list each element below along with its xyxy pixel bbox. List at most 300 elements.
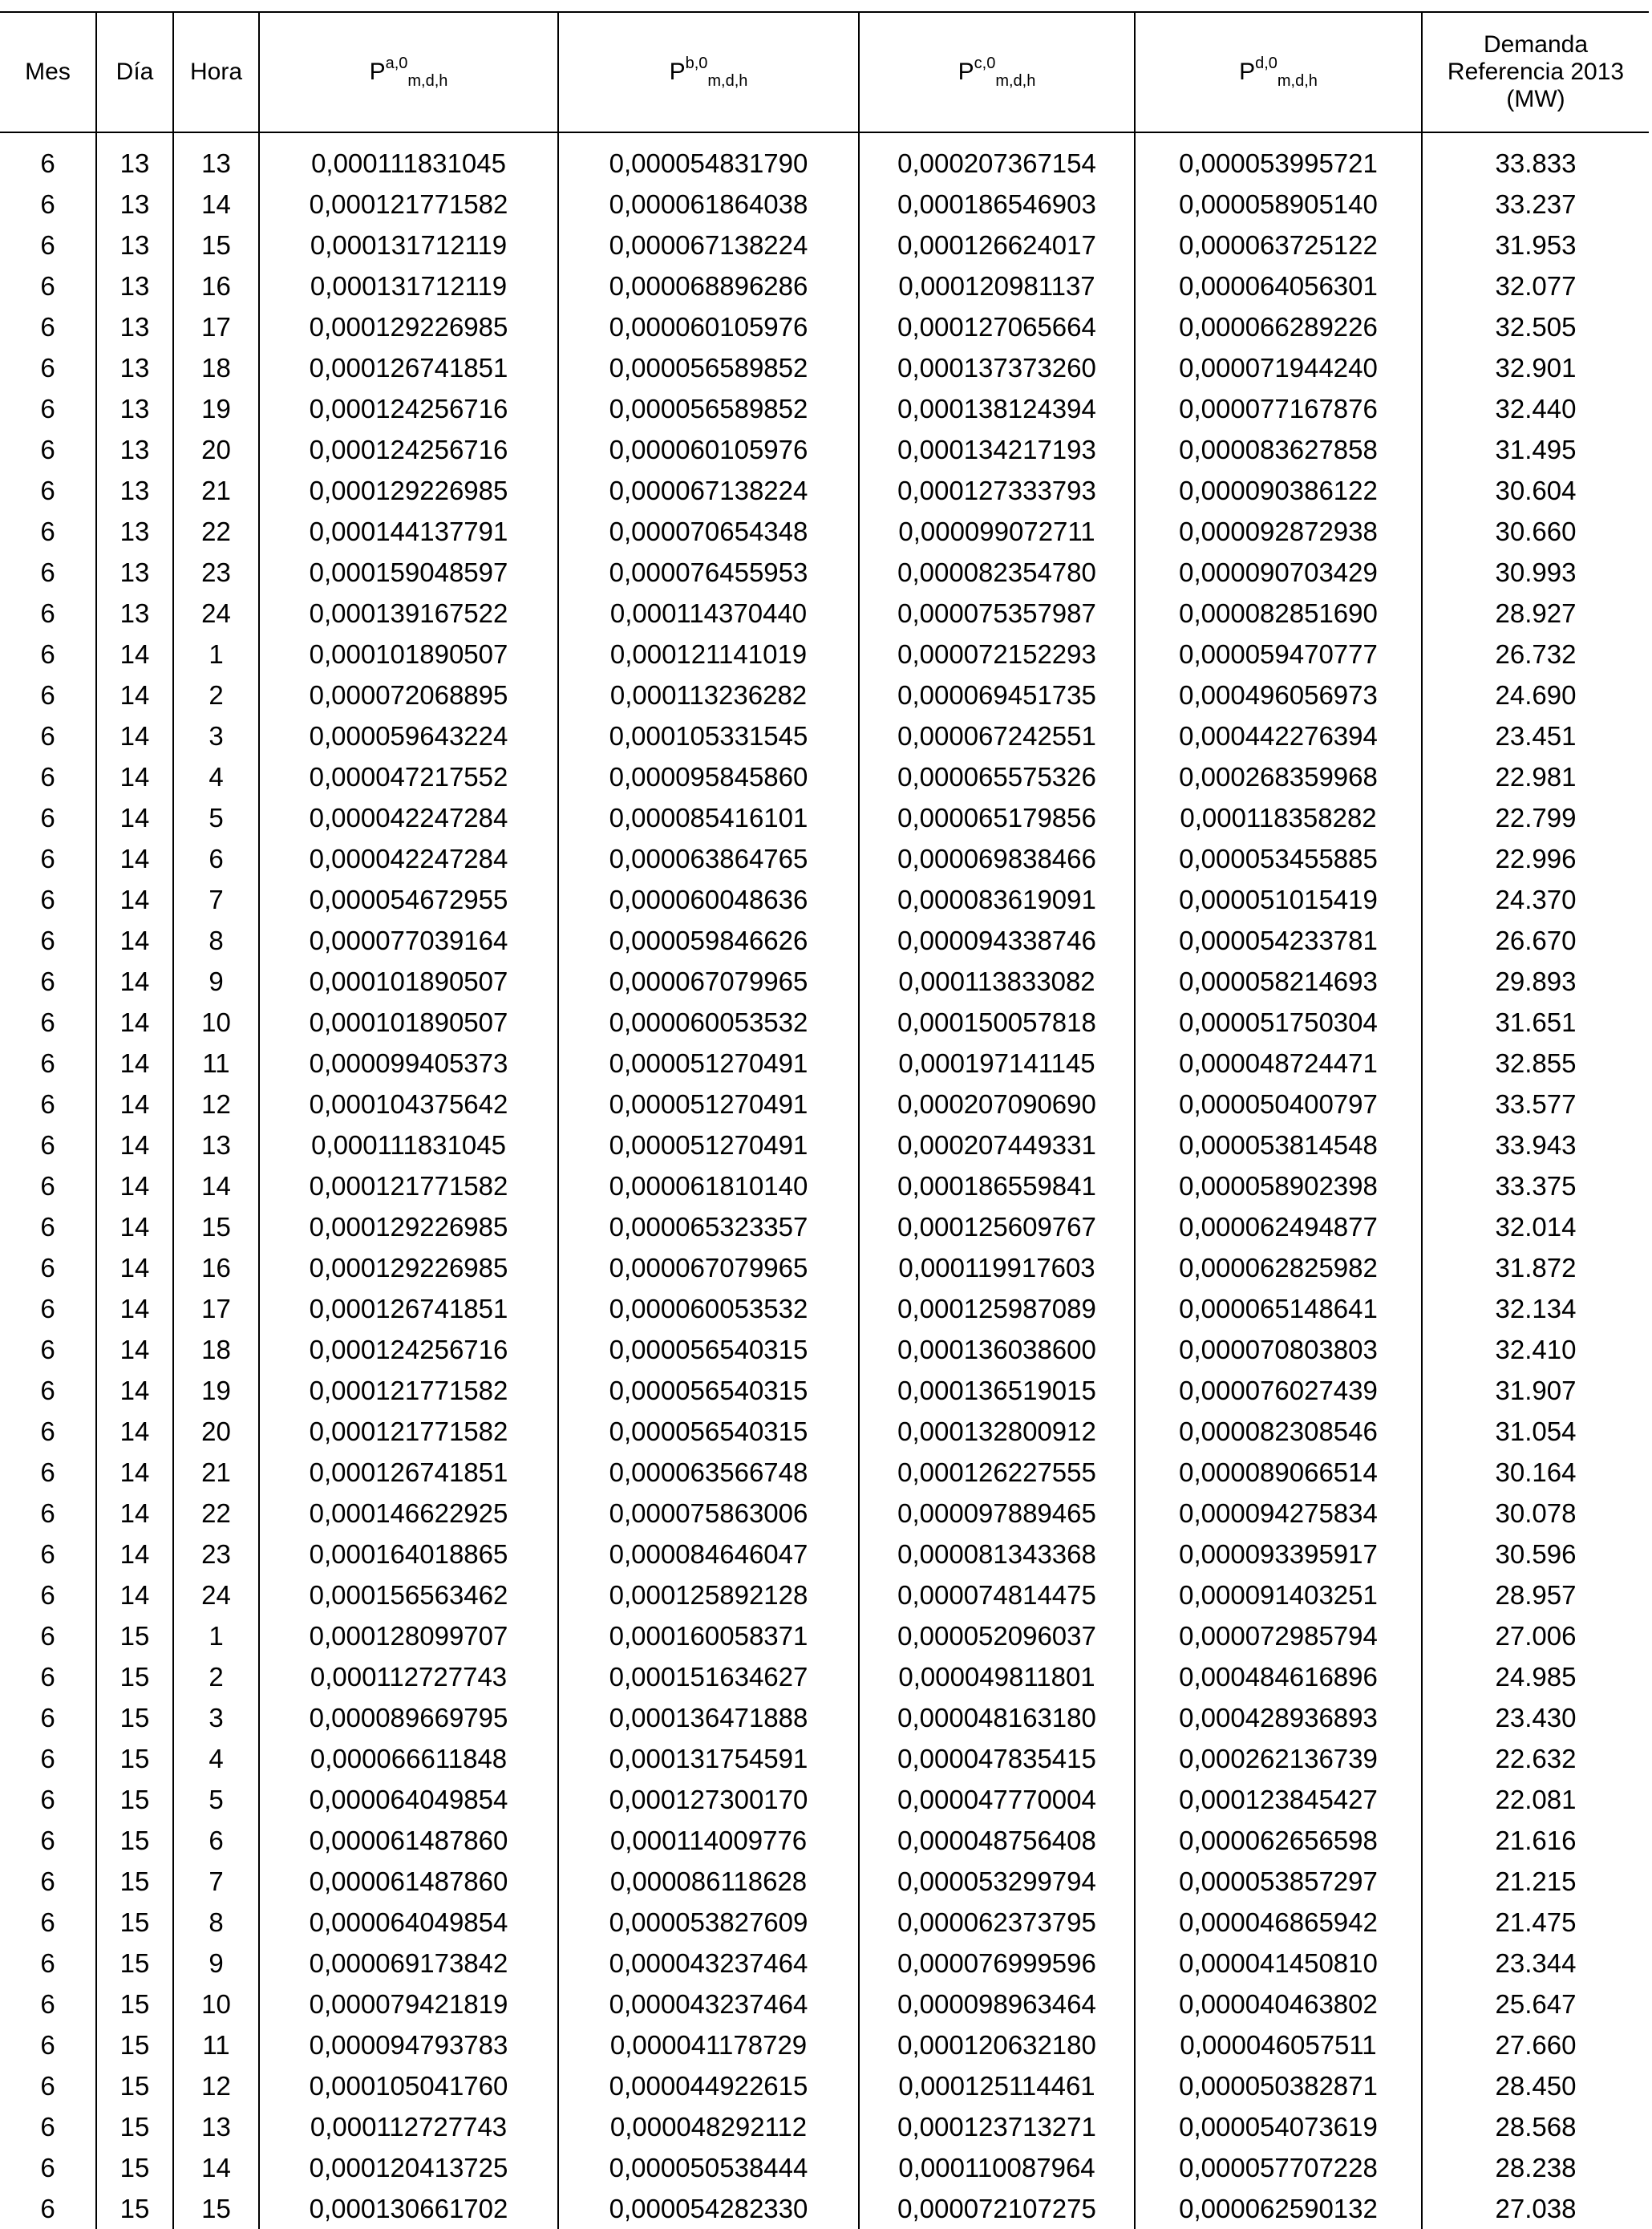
cell-pb: 0,000136471888 bbox=[558, 1697, 859, 1738]
cell-pb: 0,000054282330 bbox=[558, 2188, 859, 2229]
cell-pb: 0,000065323357 bbox=[558, 1206, 859, 1247]
cell-pb: 0,000051270491 bbox=[558, 1125, 859, 1165]
table-row bbox=[0, 2065, 1649, 2106]
cell-pd: 0,000077167876 bbox=[1135, 388, 1422, 429]
cell-pc: 0,000081343368 bbox=[859, 1534, 1135, 1574]
table-row bbox=[0, 265, 1649, 306]
table-row bbox=[0, 1656, 1649, 1697]
cell-dia: 15 bbox=[96, 2147, 173, 2188]
cell-mes: 6 bbox=[40, 762, 55, 792]
cell-demanda: 30.660 bbox=[1422, 511, 1649, 552]
table-row bbox=[0, 143, 1649, 184]
cell-demanda: 27.038 bbox=[1422, 2188, 1649, 2229]
cell-dia: 14 bbox=[96, 1574, 173, 1615]
cell-demanda: 25.647 bbox=[1422, 1984, 1649, 2024]
cell-mes: 6 bbox=[40, 1171, 55, 1201]
cell-pc: 0,000120981137 bbox=[859, 265, 1135, 306]
cell-pc: 0,000082354780 bbox=[859, 552, 1135, 593]
cell-dia: 15 bbox=[96, 1779, 173, 1820]
cell-pb: 0,000160058371 bbox=[558, 1615, 859, 1656]
cell-pd: 0,000268359968 bbox=[1135, 756, 1422, 797]
table-row bbox=[0, 1452, 1649, 1493]
table-row bbox=[0, 184, 1649, 225]
table-row bbox=[0, 306, 1649, 347]
col-header-pd: P$^{d,0}_{m,d,h}$ bbox=[1135, 12, 1422, 132]
cell-pd: 0,000262136739 bbox=[1135, 1738, 1422, 1779]
cell-hora: 5 bbox=[173, 1779, 259, 1820]
cell-pb: 0,000061810140 bbox=[558, 1165, 859, 1206]
table-row bbox=[0, 838, 1649, 879]
cell-mes: 6 bbox=[40, 1907, 55, 1937]
cell-demanda: 32.077 bbox=[1422, 265, 1649, 306]
cell-pa: 0,000159048597 bbox=[259, 552, 558, 593]
cell-pa: 0,000042247284 bbox=[259, 838, 558, 879]
cell-pd: 0,000059470777 bbox=[1135, 634, 1422, 675]
header-spacer-row bbox=[0, 132, 1649, 143]
cell-hora: 1 bbox=[173, 634, 259, 675]
cell-demanda: 33.577 bbox=[1422, 1084, 1649, 1125]
cell-pd: 0,000070803803 bbox=[1135, 1329, 1422, 1370]
cell-pc: 0,000069838466 bbox=[859, 838, 1135, 879]
cell-pb: 0,000059846626 bbox=[558, 920, 859, 961]
cell-demanda: 23.451 bbox=[1422, 715, 1649, 756]
cell-pb: 0,000063864765 bbox=[558, 838, 859, 879]
cell-demanda: 32.014 bbox=[1422, 1206, 1649, 1247]
table-row bbox=[0, 1943, 1649, 1984]
cell-hora: 2 bbox=[173, 1656, 259, 1697]
cell-pd: 0,000090703429 bbox=[1135, 552, 1422, 593]
cell-pa: 0,000094793783 bbox=[259, 2024, 558, 2065]
cell-mes: 6 bbox=[40, 1580, 55, 1610]
cell-pb: 0,000060053532 bbox=[558, 1002, 859, 1043]
cell-mes: 6 bbox=[40, 1662, 55, 1692]
cell-demanda: 32.855 bbox=[1422, 1043, 1649, 1084]
cell-pb: 0,000076455953 bbox=[558, 552, 859, 593]
cell-pb: 0,000121141019 bbox=[558, 634, 859, 675]
cell-pd: 0,000496056973 bbox=[1135, 675, 1422, 715]
data-table-page bbox=[0, 11, 1652, 2229]
header-row bbox=[0, 12, 1649, 132]
cell-pa: 0,000129226985 bbox=[259, 1247, 558, 1288]
cell-pc: 0,000047835415 bbox=[859, 1738, 1135, 1779]
cell-pc: 0,000053299794 bbox=[859, 1861, 1135, 1902]
table-row bbox=[0, 1411, 1649, 1452]
cell-demanda: 28.238 bbox=[1422, 2147, 1649, 2188]
cell-pc: 0,000074814475 bbox=[859, 1574, 1135, 1615]
cell-pa: 0,000121771582 bbox=[259, 1165, 558, 1206]
cell-pa: 0,000111831045 bbox=[259, 1125, 558, 1165]
cell-pa: 0,000131712119 bbox=[259, 265, 558, 306]
cell-demanda: 28.927 bbox=[1422, 593, 1649, 634]
cell-dia: 13 bbox=[96, 225, 173, 265]
cell-hora: 11 bbox=[173, 2024, 259, 2065]
table-row bbox=[0, 1493, 1649, 1534]
cell-pa: 0,000156563462 bbox=[259, 1574, 558, 1615]
cell-mes: 6 bbox=[40, 721, 55, 751]
cell-hora: 15 bbox=[173, 225, 259, 265]
cell-pc: 0,000132800912 bbox=[859, 1411, 1135, 1452]
cell-pb: 0,000056589852 bbox=[558, 347, 859, 388]
cell-pb: 0,000050538444 bbox=[558, 2147, 859, 2188]
cell-pc: 0,000098963464 bbox=[859, 1984, 1135, 2024]
cell-hora: 22 bbox=[173, 1493, 259, 1534]
cell-pb: 0,000114370440 bbox=[558, 593, 859, 634]
cell-dia: 15 bbox=[96, 2188, 173, 2229]
cell-hora: 20 bbox=[173, 1411, 259, 1452]
table-row bbox=[0, 1084, 1649, 1125]
cell-pb: 0,000060048636 bbox=[558, 879, 859, 920]
cell-pd: 0,000051015419 bbox=[1135, 879, 1422, 920]
cell-dia: 13 bbox=[96, 593, 173, 634]
cell-demanda: 30.604 bbox=[1422, 470, 1649, 511]
cell-pd: 0,000094275834 bbox=[1135, 1493, 1422, 1534]
demand-coefficients-table bbox=[0, 11, 1649, 2229]
cell-pc: 0,000137373260 bbox=[859, 347, 1135, 388]
cell-pc: 0,000113833082 bbox=[859, 961, 1135, 1002]
cell-pa: 0,000077039164 bbox=[259, 920, 558, 961]
cell-mes: 6 bbox=[40, 189, 55, 219]
table-row bbox=[0, 225, 1649, 265]
cell-pb: 0,000085416101 bbox=[558, 797, 859, 838]
cell-pc: 0,000134217193 bbox=[859, 429, 1135, 470]
col-header-pa: P$^{a,0}_{m,d,h}$ bbox=[259, 12, 558, 132]
cell-hora: 14 bbox=[173, 2147, 259, 2188]
cell-pb: 0,000043237464 bbox=[558, 1984, 859, 2024]
table-row bbox=[0, 1002, 1649, 1043]
cell-pd: 0,000083627858 bbox=[1135, 429, 1422, 470]
cell-demanda: 24.985 bbox=[1422, 1656, 1649, 1697]
cell-mes: 6 bbox=[40, 1294, 55, 1323]
cell-hora: 19 bbox=[173, 388, 259, 429]
cell-pa: 0,000059643224 bbox=[259, 715, 558, 756]
cell-pb: 0,000051270491 bbox=[558, 1084, 859, 1125]
cell-pb: 0,000048292112 bbox=[558, 2106, 859, 2147]
cell-pd: 0,000040463802 bbox=[1135, 1984, 1422, 2024]
cell-dia: 14 bbox=[96, 1002, 173, 1043]
col-header-dia: Día bbox=[96, 12, 173, 132]
cell-dia: 14 bbox=[96, 1206, 173, 1247]
cell-pb: 0,000070654348 bbox=[558, 511, 859, 552]
cell-mes: 6 bbox=[40, 1007, 55, 1037]
cell-hora: 10 bbox=[173, 1002, 259, 1043]
cell-demanda: 32.440 bbox=[1422, 388, 1649, 429]
cell-dia: 13 bbox=[96, 143, 173, 184]
cell-demanda: 27.660 bbox=[1422, 2024, 1649, 2065]
cell-pd: 0,000062656598 bbox=[1135, 1820, 1422, 1861]
cell-mes: 6 bbox=[40, 1989, 55, 2019]
cell-demanda: 30.078 bbox=[1422, 1493, 1649, 1534]
table-row bbox=[0, 2188, 1649, 2229]
cell-pc: 0,000126624017 bbox=[859, 225, 1135, 265]
cell-hora: 14 bbox=[173, 1165, 259, 1206]
cell-demanda: 26.732 bbox=[1422, 634, 1649, 675]
cell-pc: 0,000048163180 bbox=[859, 1697, 1135, 1738]
cell-demanda: 22.981 bbox=[1422, 756, 1649, 797]
table-row bbox=[0, 2024, 1649, 2065]
cell-pd: 0,000091403251 bbox=[1135, 1574, 1422, 1615]
cell-pb: 0,000056540315 bbox=[558, 1411, 859, 1452]
cell-dia: 15 bbox=[96, 2065, 173, 2106]
cell-pa: 0,000101890507 bbox=[259, 634, 558, 675]
table-row bbox=[0, 1820, 1649, 1861]
cell-demanda: 33.943 bbox=[1422, 1125, 1649, 1165]
cell-pd: 0,000123845427 bbox=[1135, 1779, 1422, 1820]
cell-dia: 14 bbox=[96, 1084, 173, 1125]
cell-mes: 6 bbox=[40, 803, 55, 833]
cell-hora: 13 bbox=[173, 143, 259, 184]
cell-pd: 0,000046057511 bbox=[1135, 2024, 1422, 2065]
cell-demanda: 28.568 bbox=[1422, 2106, 1649, 2147]
cell-mes: 6 bbox=[40, 1212, 55, 1242]
cell-mes: 6 bbox=[40, 230, 55, 260]
table-row bbox=[0, 1247, 1649, 1288]
cell-pb: 0,000127300170 bbox=[558, 1779, 859, 1820]
cell-hora: 1 bbox=[173, 1615, 259, 1656]
cell-pb: 0,000060105976 bbox=[558, 306, 859, 347]
cell-pa: 0,000126741851 bbox=[259, 1288, 558, 1329]
cell-hora: 10 bbox=[173, 1984, 259, 2024]
cell-pc: 0,000075357987 bbox=[859, 593, 1135, 634]
cell-pc: 0,000207090690 bbox=[859, 1084, 1135, 1125]
cell-hora: 3 bbox=[173, 1697, 259, 1738]
cell-hora: 12 bbox=[173, 2065, 259, 2106]
cell-dia: 13 bbox=[96, 347, 173, 388]
cell-mes: 6 bbox=[40, 967, 55, 996]
cell-pb: 0,000075863006 bbox=[558, 1493, 859, 1534]
cell-pc: 0,000186559841 bbox=[859, 1165, 1135, 1206]
cell-dia: 15 bbox=[96, 1820, 173, 1861]
cell-pc: 0,000136038600 bbox=[859, 1329, 1135, 1370]
cell-mes: 6 bbox=[40, 435, 55, 464]
cell-pb: 0,000067138224 bbox=[558, 470, 859, 511]
cell-pd: 0,000076027439 bbox=[1135, 1370, 1422, 1411]
cell-pb: 0,000044922615 bbox=[558, 2065, 859, 2106]
cell-dia: 14 bbox=[96, 1043, 173, 1084]
cell-hora: 18 bbox=[173, 1329, 259, 1370]
cell-demanda: 23.430 bbox=[1422, 1697, 1649, 1738]
cell-hora: 17 bbox=[173, 1288, 259, 1329]
table-row bbox=[0, 634, 1649, 675]
cell-dia: 13 bbox=[96, 429, 173, 470]
cell-dia: 14 bbox=[96, 1411, 173, 1452]
cell-pd: 0,000072985794 bbox=[1135, 1615, 1422, 1656]
col-header-pc: P$^{c,0}_{m,d,h}$ bbox=[859, 12, 1135, 132]
cell-pb: 0,000056589852 bbox=[558, 388, 859, 429]
cell-dia: 14 bbox=[96, 1165, 173, 1206]
cell-mes: 6 bbox=[40, 1826, 55, 1855]
cell-pb: 0,000063566748 bbox=[558, 1452, 859, 1493]
cell-dia: 13 bbox=[96, 552, 173, 593]
cell-dia: 13 bbox=[96, 306, 173, 347]
cell-hora: 6 bbox=[173, 838, 259, 879]
cell-hora: 5 bbox=[173, 797, 259, 838]
cell-pb: 0,000061864038 bbox=[558, 184, 859, 225]
cell-pd: 0,000065148641 bbox=[1135, 1288, 1422, 1329]
cell-dia: 14 bbox=[96, 634, 173, 675]
cell-pc: 0,000072152293 bbox=[859, 634, 1135, 675]
cell-mes: 6 bbox=[40, 2112, 55, 2142]
cell-mes: 6 bbox=[40, 680, 55, 710]
cell-pc: 0,000067242551 bbox=[859, 715, 1135, 756]
cell-pc: 0,000094338746 bbox=[859, 920, 1135, 961]
table-row bbox=[0, 1779, 1649, 1820]
cell-mes: 6 bbox=[40, 1048, 55, 1078]
cell-hora: 3 bbox=[173, 715, 259, 756]
cell-pc: 0,000083619091 bbox=[859, 879, 1135, 920]
cell-mes: 6 bbox=[40, 1621, 55, 1651]
cell-demanda: 22.799 bbox=[1422, 797, 1649, 838]
cell-demanda: 24.690 bbox=[1422, 675, 1649, 715]
cell-demanda: 32.134 bbox=[1422, 1288, 1649, 1329]
table-row bbox=[0, 715, 1649, 756]
cell-mes: 6 bbox=[40, 1498, 55, 1528]
cell-hora: 15 bbox=[173, 2188, 259, 2229]
cell-pd: 0,000089066514 bbox=[1135, 1452, 1422, 1493]
table-row bbox=[0, 1902, 1649, 1943]
cell-pc: 0,000047770004 bbox=[859, 1779, 1135, 1820]
cell-dia: 14 bbox=[96, 1370, 173, 1411]
table-row bbox=[0, 1861, 1649, 1902]
cell-pc: 0,000150057818 bbox=[859, 1002, 1135, 1043]
cell-dia: 14 bbox=[96, 1493, 173, 1534]
cell-pa: 0,000164018865 bbox=[259, 1534, 558, 1574]
cell-pa: 0,000112727743 bbox=[259, 2106, 558, 2147]
cell-pc: 0,000136519015 bbox=[859, 1370, 1135, 1411]
cell-pa: 0,000042247284 bbox=[259, 797, 558, 838]
cell-pb: 0,000114009776 bbox=[558, 1820, 859, 1861]
cell-pb: 0,000056540315 bbox=[558, 1370, 859, 1411]
cell-pd: 0,000118358282 bbox=[1135, 797, 1422, 838]
cell-hora: 15 bbox=[173, 1206, 259, 1247]
cell-mes: 6 bbox=[40, 1457, 55, 1487]
cell-pd: 0,000053995721 bbox=[1135, 143, 1422, 184]
cell-pd: 0,000051750304 bbox=[1135, 1002, 1422, 1043]
cell-mes: 6 bbox=[40, 1948, 55, 1978]
cell-pa: 0,000079421819 bbox=[259, 1984, 558, 2024]
cell-pa: 0,000061487860 bbox=[259, 1820, 558, 1861]
cell-demanda: 22.632 bbox=[1422, 1738, 1649, 1779]
cell-dia: 14 bbox=[96, 920, 173, 961]
cell-mes: 6 bbox=[40, 1130, 55, 1160]
cell-demanda: 27.006 bbox=[1422, 1615, 1649, 1656]
cell-demanda: 31.054 bbox=[1422, 1411, 1649, 1452]
table-row bbox=[0, 1697, 1649, 1738]
cell-pc: 0,000138124394 bbox=[859, 388, 1135, 429]
table-row bbox=[0, 1574, 1649, 1615]
cell-pa: 0,000129226985 bbox=[259, 470, 558, 511]
cell-demanda: 33.375 bbox=[1422, 1165, 1649, 1206]
cell-hora: 16 bbox=[173, 265, 259, 306]
cell-demanda: 32.901 bbox=[1422, 347, 1649, 388]
cell-pb: 0,000086118628 bbox=[558, 1861, 859, 1902]
cell-demanda: 21.215 bbox=[1422, 1861, 1649, 1902]
cell-pa: 0,000121771582 bbox=[259, 184, 558, 225]
cell-mes: 6 bbox=[40, 1539, 55, 1569]
cell-demanda: 31.495 bbox=[1422, 429, 1649, 470]
table-row bbox=[0, 470, 1649, 511]
cell-pa: 0,000099405373 bbox=[259, 1043, 558, 1084]
cell-mes: 6 bbox=[40, 885, 55, 914]
cell-mes: 6 bbox=[40, 476, 55, 505]
cell-pd: 0,000050382871 bbox=[1135, 2065, 1422, 2106]
cell-demanda: 22.996 bbox=[1422, 838, 1649, 879]
cell-pb: 0,000056540315 bbox=[558, 1329, 859, 1370]
cell-mes: 6 bbox=[40, 271, 55, 301]
table-row bbox=[0, 511, 1649, 552]
cell-hora: 24 bbox=[173, 593, 259, 634]
cell-pc: 0,000076999596 bbox=[859, 1943, 1135, 1984]
cell-pd: 0,000058902398 bbox=[1135, 1165, 1422, 1206]
cell-mes: 6 bbox=[40, 1744, 55, 1773]
cell-demanda: 23.344 bbox=[1422, 1943, 1649, 1984]
cell-pc: 0,000125114461 bbox=[859, 2065, 1135, 2106]
cell-dia: 14 bbox=[96, 756, 173, 797]
cell-hora: 22 bbox=[173, 511, 259, 552]
cell-dia: 15 bbox=[96, 1738, 173, 1779]
table-row bbox=[0, 756, 1649, 797]
cell-pa: 0,000066611848 bbox=[259, 1738, 558, 1779]
cell-pc: 0,000127065664 bbox=[859, 306, 1135, 347]
cell-demanda: 28.957 bbox=[1422, 1574, 1649, 1615]
table-row bbox=[0, 1534, 1649, 1574]
cell-dia: 13 bbox=[96, 470, 173, 511]
cell-dia: 14 bbox=[96, 675, 173, 715]
cell-pc: 0,000119917603 bbox=[859, 1247, 1135, 1288]
cell-demanda: 29.893 bbox=[1422, 961, 1649, 1002]
cell-dia: 15 bbox=[96, 2106, 173, 2147]
cell-pa: 0,000146622925 bbox=[259, 1493, 558, 1534]
table-row bbox=[0, 347, 1649, 388]
cell-mes: 6 bbox=[40, 353, 55, 383]
cell-hora: 20 bbox=[173, 429, 259, 470]
cell-pb: 0,000151634627 bbox=[558, 1656, 859, 1697]
cell-pb: 0,000095845860 bbox=[558, 756, 859, 797]
cell-hora: 2 bbox=[173, 675, 259, 715]
cell-hora: 16 bbox=[173, 1247, 259, 1288]
cell-dia: 13 bbox=[96, 184, 173, 225]
cell-dia: 14 bbox=[96, 838, 173, 879]
cell-pd: 0,000090386122 bbox=[1135, 470, 1422, 511]
cell-pd: 0,000082851690 bbox=[1135, 593, 1422, 634]
cell-pc: 0,000049811801 bbox=[859, 1656, 1135, 1697]
cell-pb: 0,000125892128 bbox=[558, 1574, 859, 1615]
cell-hora: 12 bbox=[173, 1084, 259, 1125]
cell-pd: 0,000054073619 bbox=[1135, 2106, 1422, 2147]
cell-pa: 0,000111831045 bbox=[259, 143, 558, 184]
cell-pa: 0,000121771582 bbox=[259, 1370, 558, 1411]
cell-pa: 0,000129226985 bbox=[259, 306, 558, 347]
cell-pa: 0,000121771582 bbox=[259, 1411, 558, 1452]
cell-dia: 13 bbox=[96, 265, 173, 306]
cell-dia: 15 bbox=[96, 1656, 173, 1697]
cell-pb: 0,000041178729 bbox=[558, 2024, 859, 2065]
cell-hora: 18 bbox=[173, 347, 259, 388]
cell-demanda: 32.410 bbox=[1422, 1329, 1649, 1370]
cell-dia: 14 bbox=[96, 1247, 173, 1288]
cell-hora: 17 bbox=[173, 306, 259, 347]
cell-pb: 0,000067079965 bbox=[558, 1247, 859, 1288]
cell-demanda: 21.475 bbox=[1422, 1902, 1649, 1943]
col-header-mes: Mes bbox=[0, 12, 96, 132]
cell-hora: 14 bbox=[173, 184, 259, 225]
cell-pa: 0,000124256716 bbox=[259, 1329, 558, 1370]
cell-hora: 4 bbox=[173, 756, 259, 797]
cell-pd: 0,000093395917 bbox=[1135, 1534, 1422, 1574]
cell-pa: 0,000064049854 bbox=[259, 1779, 558, 1820]
table-row bbox=[0, 552, 1649, 593]
cell-pa: 0,000126741851 bbox=[259, 1452, 558, 1493]
cell-pd: 0,000428936893 bbox=[1135, 1697, 1422, 1738]
